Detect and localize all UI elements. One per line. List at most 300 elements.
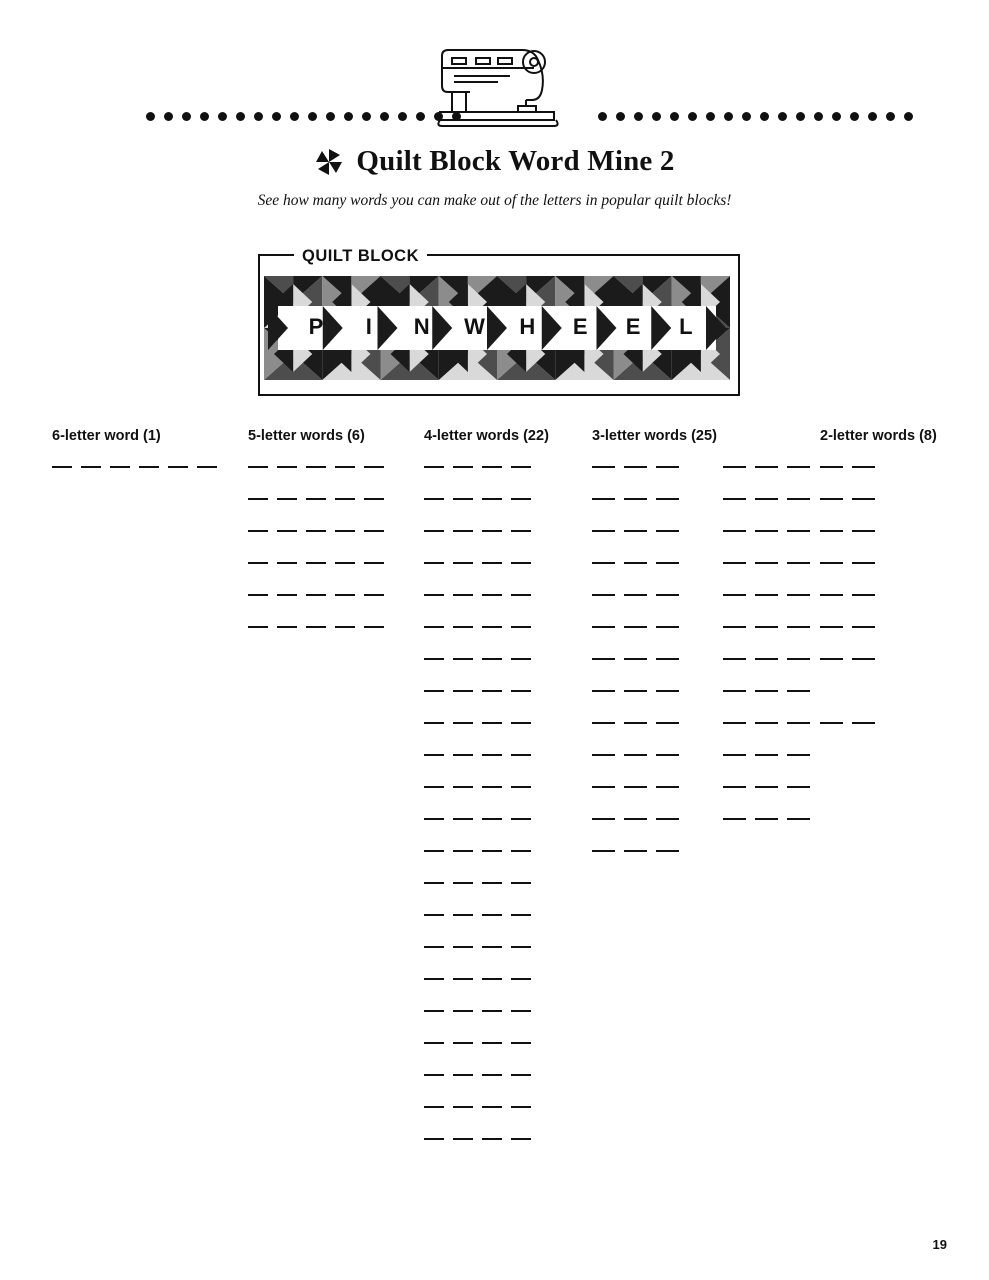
answer-line[interactable]	[424, 498, 549, 530]
answer-blank[interactable]	[453, 914, 473, 916]
answer-line[interactable]	[424, 1138, 549, 1170]
answer-blank[interactable]	[820, 626, 843, 628]
answer-blank[interactable]	[424, 594, 444, 596]
answer-blank[interactable]	[511, 530, 531, 532]
answer-blank[interactable]	[306, 626, 326, 628]
answer-blank[interactable]	[424, 882, 444, 884]
decorative-dot	[272, 112, 281, 121]
answer-blank[interactable]	[424, 946, 444, 948]
answer-blank[interactable]	[424, 466, 444, 468]
answer-blank[interactable]	[364, 498, 384, 500]
answer-line-group[interactable]	[820, 466, 937, 754]
answer-blank[interactable]	[820, 658, 843, 660]
answer-blank[interactable]	[656, 850, 679, 852]
answer-blank[interactable]	[592, 690, 615, 692]
answer-blank[interactable]	[248, 562, 268, 564]
answer-blank[interactable]	[482, 1106, 502, 1108]
answer-blank[interactable]	[592, 498, 615, 500]
answer-line[interactable]	[820, 562, 937, 594]
answer-line[interactable]	[592, 530, 679, 562]
answer-blank[interactable]	[453, 690, 473, 692]
answer-line[interactable]	[248, 626, 384, 658]
answer-blank[interactable]	[755, 562, 778, 564]
answer-blank[interactable]	[511, 658, 531, 660]
answer-blank[interactable]	[424, 626, 444, 628]
decorative-dot	[308, 112, 317, 121]
answer-blank[interactable]	[424, 978, 444, 980]
answer-line[interactable]	[424, 850, 549, 882]
answer-line[interactable]	[424, 466, 549, 498]
answer-blank[interactable]	[424, 498, 444, 500]
answer-blank[interactable]	[482, 1074, 502, 1076]
answer-blank[interactable]	[424, 786, 444, 788]
answer-blank[interactable]	[624, 690, 647, 692]
answer-blank[interactable]	[453, 818, 473, 820]
page-subtitle: See how many words you can make out of the letters in popular quilt blocks!	[257, 192, 732, 209]
answer-blank[interactable]	[820, 722, 843, 724]
answer-blank[interactable]	[787, 530, 810, 532]
answer-blank[interactable]	[592, 626, 615, 628]
answer-line[interactable]	[820, 658, 937, 690]
answer-blank[interactable]	[482, 530, 502, 532]
answer-blank[interactable]	[511, 498, 531, 500]
answer-blank[interactable]	[482, 850, 502, 852]
answer-blank[interactable]	[482, 594, 502, 596]
answer-blank[interactable]	[453, 786, 473, 788]
answer-blank[interactable]	[482, 978, 502, 980]
answer-line[interactable]	[820, 626, 937, 658]
answer-blank[interactable]	[592, 530, 615, 532]
answer-line[interactable]	[820, 498, 937, 530]
answer-blank[interactable]	[723, 498, 746, 500]
answer-blank[interactable]	[482, 1042, 502, 1044]
answer-blank[interactable]	[755, 786, 778, 788]
answer-line[interactable]	[592, 818, 679, 850]
answer-blank[interactable]	[482, 658, 502, 660]
answer-blank[interactable]	[424, 1074, 444, 1076]
answer-blank[interactable]	[511, 882, 531, 884]
decorative-dot	[850, 112, 859, 121]
answer-blank[interactable]	[52, 466, 72, 468]
answer-blank[interactable]	[787, 754, 810, 756]
answer-blank[interactable]	[624, 754, 647, 756]
decorative-dot	[146, 112, 155, 121]
answer-line[interactable]	[592, 594, 679, 626]
answer-blank[interactable]	[511, 594, 531, 596]
answer-blank[interactable]	[482, 562, 502, 564]
answer-blank[interactable]	[723, 818, 746, 820]
answer-blank[interactable]	[723, 562, 746, 564]
answer-line[interactable]	[592, 722, 679, 754]
answer-line[interactable]	[248, 498, 384, 530]
answer-blank[interactable]	[453, 658, 473, 660]
answer-blank[interactable]	[820, 530, 843, 532]
answer-blank[interactable]	[852, 594, 875, 596]
answer-blank[interactable]	[852, 530, 875, 532]
answer-blank[interactable]	[820, 466, 843, 468]
answer-blank[interactable]	[306, 562, 326, 564]
decorative-dot	[398, 112, 407, 121]
answer-line[interactable]	[424, 1010, 549, 1042]
answer-blank[interactable]	[656, 466, 679, 468]
answer-line[interactable]	[424, 626, 549, 658]
answer-blank[interactable]	[755, 754, 778, 756]
answer-blank[interactable]	[335, 594, 355, 596]
answer-line[interactable]	[723, 754, 810, 786]
answer-blank[interactable]	[511, 690, 531, 692]
answer-blank[interactable]	[364, 562, 384, 564]
answer-blank[interactable]	[306, 594, 326, 596]
answer-line[interactable]	[592, 786, 679, 818]
answer-blank[interactable]	[424, 914, 444, 916]
answer-blank[interactable]	[482, 818, 502, 820]
answer-blank[interactable]	[453, 1010, 473, 1012]
answer-blank[interactable]	[511, 754, 531, 756]
answer-blank[interactable]	[656, 530, 679, 532]
answer-blank[interactable]	[424, 818, 444, 820]
answer-blank[interactable]	[453, 882, 473, 884]
answer-blank[interactable]	[852, 626, 875, 628]
answer-blank[interactable]	[723, 722, 746, 724]
answer-line[interactable]	[723, 562, 810, 594]
answer-blank[interactable]	[482, 914, 502, 916]
answer-blank[interactable]	[453, 1138, 473, 1140]
answer-line[interactable]	[424, 1074, 549, 1106]
answer-blank[interactable]	[277, 562, 297, 564]
answer-line[interactable]	[424, 978, 549, 1010]
answer-blank[interactable]	[592, 658, 615, 660]
answer-blank[interactable]	[723, 786, 746, 788]
answer-columns	[0, 428, 989, 1208]
answer-blank[interactable]	[453, 850, 473, 852]
answer-line[interactable]	[592, 498, 679, 530]
answer-blank[interactable]	[277, 626, 297, 628]
answer-blank[interactable]	[197, 466, 217, 468]
answer-line[interactable]	[424, 530, 549, 562]
answer-blank[interactable]	[453, 594, 473, 596]
answer-line[interactable]	[592, 658, 679, 690]
answer-blank[interactable]	[364, 466, 384, 468]
answer-blank[interactable]	[656, 818, 679, 820]
answer-blank[interactable]	[624, 626, 647, 628]
answer-blank[interactable]	[624, 722, 647, 724]
answer-blank[interactable]	[787, 626, 810, 628]
answer-blank[interactable]	[424, 658, 444, 660]
answer-line[interactable]	[592, 466, 679, 498]
answer-blank[interactable]	[335, 466, 355, 468]
decorative-dot	[380, 112, 389, 121]
answer-blank[interactable]	[248, 594, 268, 596]
answer-blank[interactable]	[482, 626, 502, 628]
answer-blank[interactable]	[139, 466, 159, 468]
answer-line[interactable]	[424, 562, 549, 594]
answer-blank[interactable]	[592, 850, 615, 852]
answer-blank[interactable]	[723, 658, 746, 660]
answer-blank[interactable]	[453, 1042, 473, 1044]
answer-blank[interactable]	[335, 530, 355, 532]
decorative-dot	[254, 112, 263, 121]
answer-blank[interactable]	[424, 690, 444, 692]
answer-blank[interactable]	[624, 786, 647, 788]
answer-line-group[interactable]	[52, 466, 217, 498]
answer-blank[interactable]	[511, 1074, 531, 1076]
answer-line[interactable]	[723, 658, 810, 690]
answer-blank[interactable]	[656, 690, 679, 692]
answer-blank[interactable]	[248, 530, 268, 532]
answer-line[interactable]	[820, 466, 937, 498]
answer-line[interactable]	[820, 530, 937, 562]
answer-blank[interactable]	[453, 466, 473, 468]
answer-blank[interactable]	[277, 466, 297, 468]
answer-blank[interactable]	[248, 498, 268, 500]
answer-line[interactable]	[248, 562, 384, 594]
answer-blank[interactable]	[787, 722, 810, 724]
page-header-band	[0, 20, 989, 120]
answer-blank[interactable]	[364, 626, 384, 628]
answer-blank[interactable]	[453, 754, 473, 756]
answer-blank[interactable]	[453, 1074, 473, 1076]
answer-line[interactable]	[723, 626, 810, 658]
answer-blank[interactable]	[511, 978, 531, 980]
answer-line[interactable]	[592, 850, 679, 882]
answer-blank[interactable]	[624, 498, 647, 500]
answer-blank[interactable]	[723, 594, 746, 596]
answer-blank[interactable]	[335, 562, 355, 564]
answer-blank[interactable]	[755, 626, 778, 628]
answer-blank[interactable]	[656, 786, 679, 788]
answer-blank[interactable]	[81, 466, 101, 468]
answer-line-group[interactable]	[424, 466, 549, 1170]
quilt-block-legend: QUILT BLOCK	[294, 247, 427, 266]
answer-line[interactable]	[424, 882, 549, 914]
answer-blank[interactable]	[624, 530, 647, 532]
answer-blank[interactable]	[656, 498, 679, 500]
answer-blank[interactable]	[511, 1042, 531, 1044]
answer-blank[interactable]	[755, 594, 778, 596]
answer-line[interactable]	[592, 562, 679, 594]
answer-blank[interactable]	[787, 690, 810, 692]
answer-blank[interactable]	[306, 530, 326, 532]
answer-line-group[interactable]	[248, 466, 384, 658]
answer-blank[interactable]	[820, 562, 843, 564]
answer-blank[interactable]	[424, 1106, 444, 1108]
answer-blank[interactable]	[592, 562, 615, 564]
answer-line[interactable]	[424, 658, 549, 690]
answer-blank[interactable]	[624, 594, 647, 596]
answer-blank[interactable]	[168, 466, 188, 468]
answer-blank[interactable]	[820, 498, 843, 500]
answer-line[interactable]	[424, 722, 549, 754]
answer-blank[interactable]	[482, 786, 502, 788]
answer-blank[interactable]	[592, 786, 615, 788]
answer-blank[interactable]	[656, 658, 679, 660]
answer-blank[interactable]	[306, 466, 326, 468]
answer-blank[interactable]	[248, 626, 268, 628]
answer-blank[interactable]	[482, 882, 502, 884]
answer-blank[interactable]	[755, 498, 778, 500]
answer-blank[interactable]	[755, 530, 778, 532]
answer-blank[interactable]	[364, 530, 384, 532]
answer-blank[interactable]	[482, 466, 502, 468]
answer-blank[interactable]	[755, 690, 778, 692]
answer-blank[interactable]	[755, 466, 778, 468]
answer-blank[interactable]	[787, 466, 810, 468]
answer-blank[interactable]	[424, 530, 444, 532]
quilt-block-letter: E	[572, 314, 588, 339]
answer-line[interactable]	[592, 690, 679, 722]
answer-blank[interactable]	[424, 562, 444, 564]
answer-line[interactable]	[424, 1106, 549, 1138]
answer-blank[interactable]	[852, 562, 875, 564]
answer-blank[interactable]	[364, 594, 384, 596]
answer-blank[interactable]	[424, 754, 444, 756]
answer-blank[interactable]	[592, 722, 615, 724]
answer-line[interactable]	[592, 754, 679, 786]
answer-line[interactable]	[424, 786, 549, 818]
answer-line[interactable]	[723, 818, 810, 850]
answer-blank[interactable]	[723, 466, 746, 468]
answer-blank[interactable]	[723, 690, 746, 692]
answer-line[interactable]	[723, 690, 810, 722]
answer-line[interactable]	[723, 530, 810, 562]
answer-line[interactable]	[723, 498, 810, 530]
answer-line[interactable]	[592, 626, 679, 658]
answer-blank[interactable]	[656, 722, 679, 724]
decorative-dot	[724, 112, 733, 121]
answer-line[interactable]	[248, 594, 384, 626]
answer-blank[interactable]	[852, 498, 875, 500]
answer-blank[interactable]	[723, 626, 746, 628]
answer-line[interactable]	[424, 594, 549, 626]
answer-blank[interactable]	[656, 754, 679, 756]
answer-blank[interactable]	[248, 466, 268, 468]
answer-blank[interactable]	[511, 946, 531, 948]
answer-blank[interactable]	[624, 466, 647, 468]
answer-blank[interactable]	[755, 658, 778, 660]
answer-blank[interactable]	[482, 1010, 502, 1012]
answer-blank[interactable]	[511, 786, 531, 788]
answer-line[interactable]	[820, 722, 937, 754]
answer-blank[interactable]	[424, 722, 444, 724]
answer-blank[interactable]	[306, 498, 326, 500]
answer-blank[interactable]	[624, 562, 647, 564]
answer-blank[interactable]	[482, 498, 502, 500]
answer-blank[interactable]	[511, 722, 531, 724]
answer-blank[interactable]	[453, 1106, 473, 1108]
answer-blank[interactable]	[511, 466, 531, 468]
answer-blank[interactable]	[424, 1042, 444, 1044]
answer-blank[interactable]	[511, 1010, 531, 1012]
answer-blank[interactable]	[820, 594, 843, 596]
answer-blank[interactable]	[453, 530, 473, 532]
answer-blank[interactable]	[424, 850, 444, 852]
answer-blank[interactable]	[787, 562, 810, 564]
answer-blank[interactable]	[335, 498, 355, 500]
answer-blank[interactable]	[787, 818, 810, 820]
answer-blank[interactable]	[511, 1138, 531, 1140]
answer-blank[interactable]	[511, 850, 531, 852]
quilt-block-letter: P	[308, 314, 324, 339]
answer-blank[interactable]	[511, 562, 531, 564]
answer-blank[interactable]	[277, 498, 297, 500]
answer-blank[interactable]	[453, 978, 473, 980]
answer-blank[interactable]	[787, 786, 810, 788]
answer-line[interactable]	[424, 754, 549, 786]
answer-blank[interactable]	[592, 466, 615, 468]
answer-blank[interactable]	[656, 594, 679, 596]
answer-blank[interactable]	[787, 498, 810, 500]
answer-line[interactable]	[424, 690, 549, 722]
answer-blank[interactable]	[511, 626, 531, 628]
answer-line[interactable]	[820, 594, 937, 626]
answer-blank[interactable]	[482, 754, 502, 756]
answer-line[interactable]	[723, 722, 810, 754]
answer-blank[interactable]	[453, 498, 473, 500]
answer-blank[interactable]	[511, 818, 531, 820]
answer-blank[interactable]	[624, 850, 647, 852]
answer-line[interactable]	[424, 1042, 549, 1074]
answer-line[interactable]	[424, 946, 549, 978]
answer-blank[interactable]	[453, 722, 473, 724]
answer-blank[interactable]	[277, 530, 297, 532]
answer-blank[interactable]	[592, 594, 615, 596]
answer-blank[interactable]	[335, 626, 355, 628]
answer-blank[interactable]	[592, 754, 615, 756]
answer-blank[interactable]	[482, 1138, 502, 1140]
answer-blank[interactable]	[511, 914, 531, 916]
answer-blank[interactable]	[787, 594, 810, 596]
decorative-dot-row-right	[598, 112, 913, 121]
decorative-dot	[814, 112, 823, 121]
answer-blank[interactable]	[592, 818, 615, 820]
answer-blank[interactable]	[624, 818, 647, 820]
answer-blank[interactable]	[624, 658, 647, 660]
answer-blank[interactable]	[424, 1138, 444, 1140]
answer-blank[interactable]	[453, 562, 473, 564]
answer-line[interactable]	[424, 818, 549, 850]
answer-blank[interactable]	[453, 946, 473, 948]
answer-blank[interactable]	[482, 946, 502, 948]
answer-blank[interactable]	[110, 466, 130, 468]
answer-subcolumn-a[interactable]	[592, 466, 679, 882]
answer-line[interactable]	[723, 594, 810, 626]
answer-blank[interactable]	[755, 818, 778, 820]
answer-blank[interactable]	[453, 626, 473, 628]
answer-subcolumn-b[interactable]	[723, 466, 810, 882]
answer-blank[interactable]	[656, 562, 679, 564]
answer-blank[interactable]	[723, 530, 746, 532]
answer-line[interactable]	[248, 530, 384, 562]
answer-blank[interactable]	[852, 466, 875, 468]
answer-line[interactable]	[52, 466, 217, 498]
answer-blank[interactable]	[656, 626, 679, 628]
answer-blank[interactable]	[787, 658, 810, 660]
answer-line[interactable]	[723, 466, 810, 498]
answer-blank[interactable]	[424, 1010, 444, 1012]
answer-blank[interactable]	[852, 658, 875, 660]
answer-blank[interactable]	[723, 754, 746, 756]
answer-blank[interactable]	[511, 1106, 531, 1108]
answer-blank[interactable]	[482, 722, 502, 724]
answer-blank[interactable]	[482, 690, 502, 692]
answer-blank[interactable]	[277, 594, 297, 596]
answer-line[interactable]	[723, 786, 810, 818]
answer-line-group[interactable]	[592, 466, 810, 882]
answer-blank[interactable]	[755, 722, 778, 724]
answer-line[interactable]	[248, 466, 384, 498]
answer-blank[interactable]	[852, 722, 875, 724]
answer-line[interactable]	[424, 914, 549, 946]
